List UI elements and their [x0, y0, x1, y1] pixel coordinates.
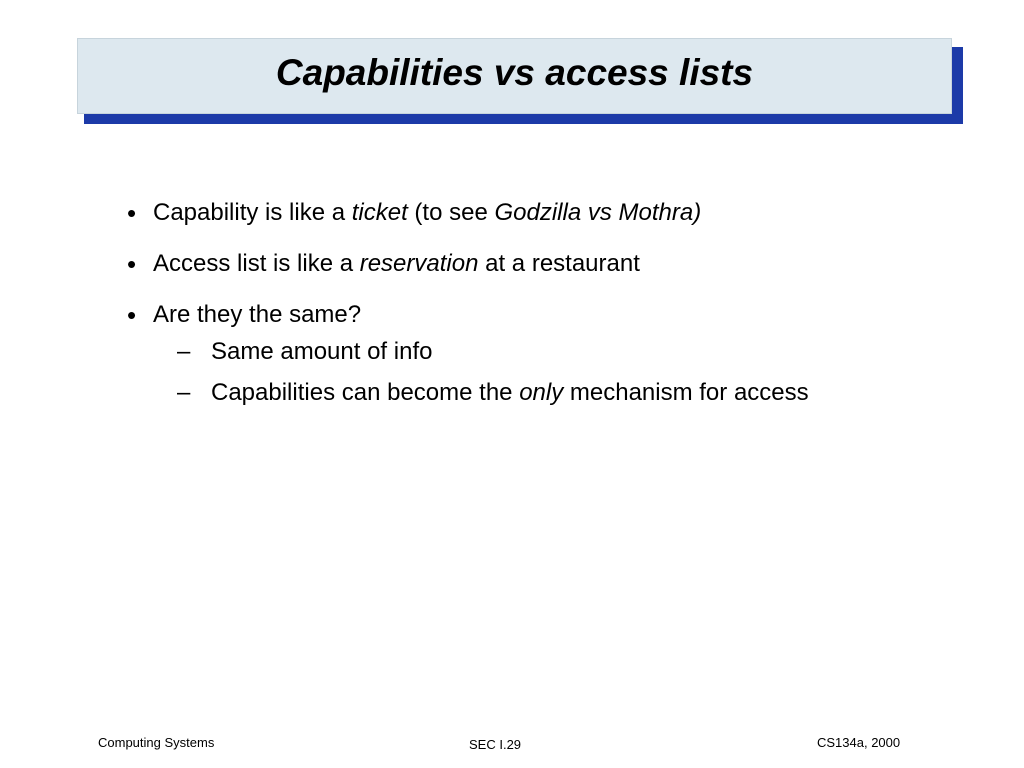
title-box [77, 38, 952, 114]
bullet-text: Access list is like a reservation at a restaurant [153, 250, 640, 277]
emphasis: Godzilla vs Mothra) [494, 199, 702, 226]
emphasis: ticket [351, 199, 408, 226]
bullet-icon: • [127, 300, 137, 330]
dash-icon: – [177, 379, 191, 406]
bullet-text: Are they the same? [153, 301, 362, 328]
bullet-icon: • [127, 249, 137, 279]
emphasis: reservation [359, 250, 479, 277]
footer-course: Computing Systems [98, 735, 215, 750]
sub-text: Same amount of info [211, 338, 433, 365]
bullet-item [125, 196, 885, 230]
sub-item [125, 376, 885, 410]
dash-icon: – [177, 338, 191, 365]
slide-title: Capabilities vs access lists [275, 52, 754, 93]
bullet-item [125, 247, 885, 281]
sub-list [125, 335, 885, 410]
sub-item [125, 335, 885, 369]
footer-term: CS134a, 2000 [817, 735, 901, 750]
sub-text: Capabilities can become the only mechanism for access [211, 379, 809, 406]
bullet-text: Capability is like a ticket (to see Godzilla vs Mothra) [153, 199, 702, 226]
bullet-icon: • [127, 198, 137, 228]
bullet-item [125, 298, 885, 332]
emphasis: only [519, 379, 564, 406]
footer-slide-number: SEC I.29 [469, 737, 522, 752]
bullet-list [125, 196, 885, 417]
